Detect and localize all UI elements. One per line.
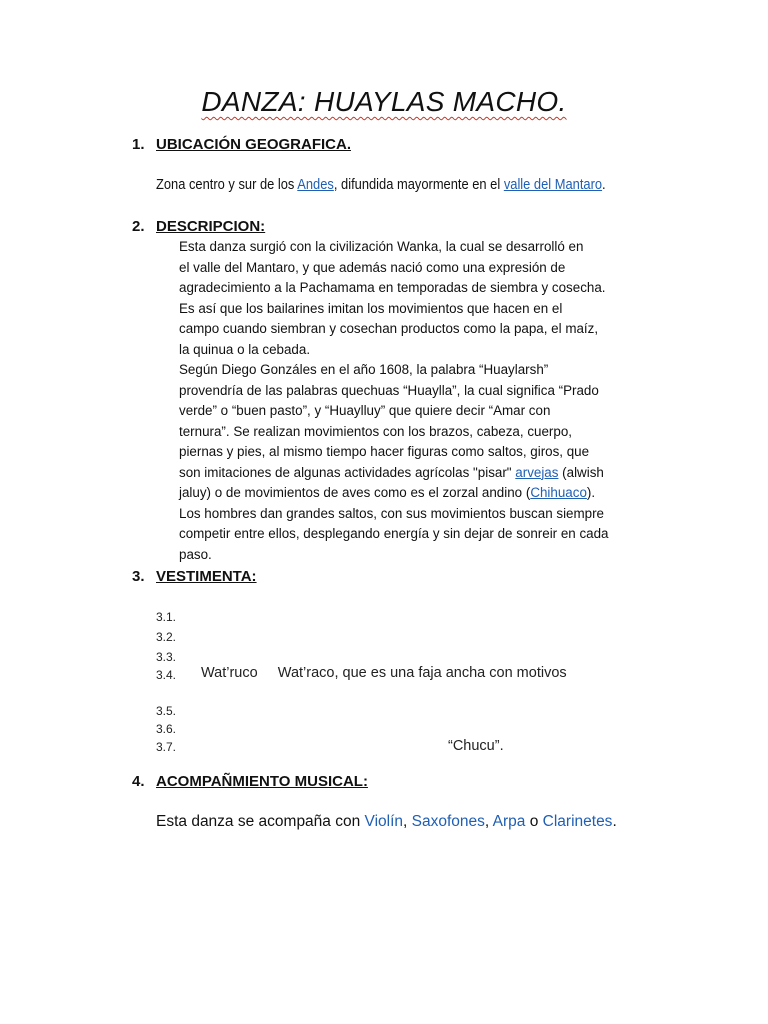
vestimenta-item-number: 3.1.: [156, 610, 177, 624]
link-arvejas[interactable]: arvejas: [515, 464, 559, 480]
section-heading-ubicacion: 1. UBICACIÓN GEOGRAFICA.: [132, 136, 351, 153]
section-heading-vestimenta: 3. VESTIMENTA:: [132, 568, 257, 585]
descripcion-line: verde” o “buen pasto”, y “Huaylluy” que quiere decir “Amar con: [179, 403, 551, 418]
descripcion-line: jaluy) o de movimientos de aves como es el zorzal andino (Chihuaco).: [179, 485, 596, 500]
instrument-arpa[interactable]: Arpa: [492, 813, 526, 830]
document-title: DANZA: HUAYLAS MACHO.: [201, 86, 567, 117]
descripcion-line: el valle del Mantaro, y que además nació como una expresión de: [179, 259, 566, 275]
descripcion-line: la quinua o la cebada.: [179, 341, 311, 357]
vestimenta-item-number: 3.2.: [156, 630, 177, 644]
instrument-clarinetes[interactable]: Clarinetes: [542, 813, 613, 830]
descripcion-line: Es así que los bailarines imitan los movimientos que hacen en el: [179, 300, 563, 316]
descripcion-line: agradecimiento a la Pachamama en temporadas de siembra y cosecha.: [179, 280, 606, 295]
link-chihuaco[interactable]: Chihuaco: [530, 485, 587, 500]
ubicacion-text: Zona centro y sur de los Andes, difundida mayormente en el valle del Mantaro.: [156, 176, 606, 193]
vestimenta-item-number: 3.6.: [156, 722, 177, 736]
link-valle-del-mantaro[interactable]: valle del Mantaro: [503, 176, 603, 193]
vestimenta-item-text: Wat’ruco Wat’raco, que es una faja ancha con motivos: [201, 665, 567, 681]
descripcion-line: paso.: [179, 546, 212, 562]
vestimenta-item-number: 3.5.: [156, 704, 177, 718]
descripcion-line: competir entre ellos, desplegando energía y sin dejar de sonreir en cada: [179, 526, 609, 541]
descripcion-paragraph: [179, 237, 669, 565]
musica-text: Esta danza se acompaña con Violín, Saxofones, Arpa o Clarinetes.: [156, 813, 617, 830]
descripcion-line: provendría de las palabras quechuas “Huaylla”, la cual significa “Prado: [179, 382, 599, 398]
vestimenta-item-number: 3.4.: [156, 668, 177, 682]
descripcion-line: son imitaciones de algunas actividades agrícolas "pisar" arvejas (alwish: [179, 464, 604, 480]
instrument-saxofones[interactable]: Saxofones: [411, 813, 485, 830]
instrument-violin[interactable]: Violín: [364, 813, 404, 830]
section-heading-descripcion: 2. DESCRIPCION:: [132, 218, 266, 235]
descripcion-line: Según Diego Gonzáles en el año 1608, la palabra “Huaylarsh”: [179, 362, 549, 377]
vestimenta-item-number: 3.7.: [156, 740, 177, 754]
vestimenta-item-text: “Chucu”.: [448, 738, 504, 754]
descripcion-line: campo cuando siembran y cosechan productos como la papa, el maíz,: [179, 321, 599, 336]
descripcion-line: Esta danza surgió con la civilización Wanka, la cual se desarrolló en: [179, 239, 584, 254]
descripcion-line: ternura”. Se realizan movimientos con los brazos, cabeza, cuerpo,: [179, 423, 572, 439]
section-heading-musica: 4. ACOMPAÑMIENTO MUSICAL:: [132, 773, 368, 790]
link-andes[interactable]: Andes: [297, 176, 334, 193]
descripcion-line: Los hombres dan grandes saltos, con sus movimientos buscan siempre: [179, 505, 604, 521]
vestimenta-item-number: 3.3.: [156, 650, 177, 664]
descripcion-line: piernas y pies, al mismo tiempo hacer figuras como saltos, giros, que: [179, 444, 590, 459]
